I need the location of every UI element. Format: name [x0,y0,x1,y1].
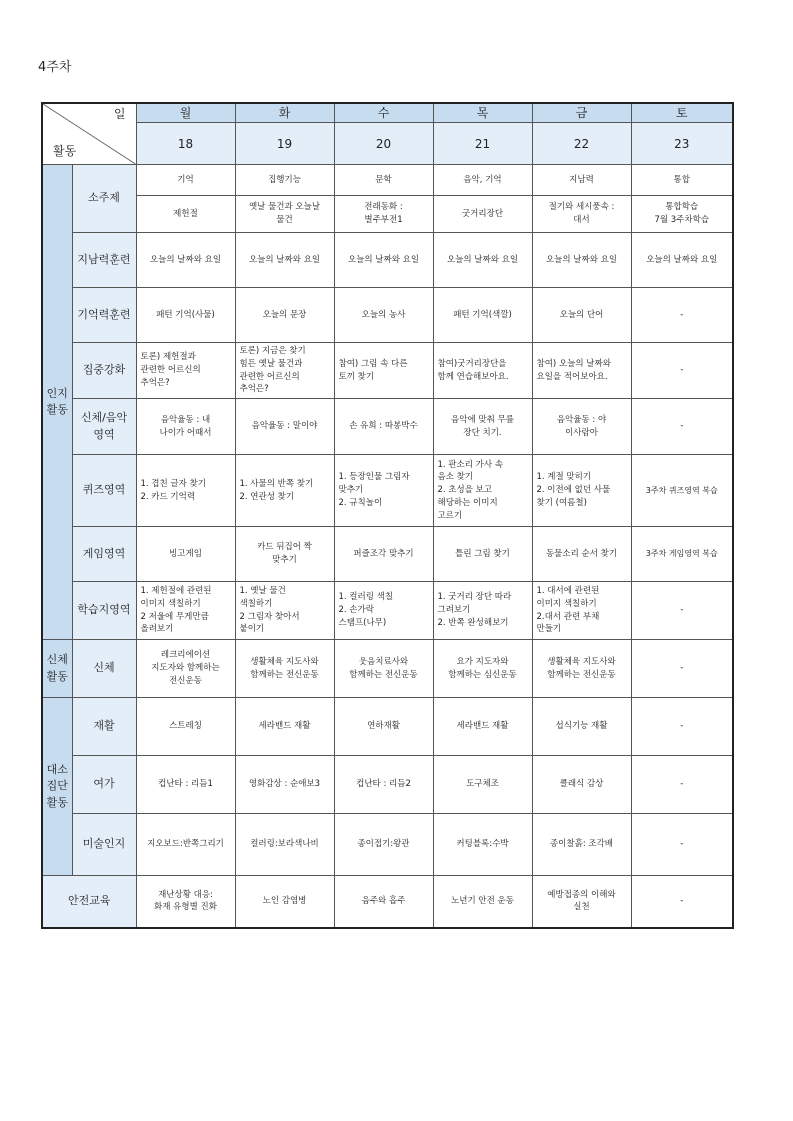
memory-mon: 패턴 기억(사물) [136,288,235,343]
subtopic-row-2 [42,196,733,233]
subtopic-line1-sat: 통합 [631,165,733,196]
memory-thu: 패턴 기억(색깔) [433,288,532,343]
art-thu: 커팅블록:수박 [433,814,532,876]
leisure-tue: 영화감상 : 순애보3 [235,756,334,814]
day-wed: 수 [334,103,433,123]
quiz-tue: 1. 사물의 반쪽 찾기 2. 연관성 찾기 [235,455,334,527]
corner-day-label: 일 [113,107,126,121]
orientation-sat: 오늘의 날짜와 요일 [631,233,733,288]
worksheet-sat: - [631,582,733,640]
row-label-worksheet: 학습지영역 [72,582,136,640]
date-wed: 20 [334,123,433,165]
leisure-mon: 컵난타 : 리듬1 [136,756,235,814]
day-fri: 금 [532,103,631,123]
row-label-physical: 신체 [72,640,136,698]
worksheet-wed: 1. 컬러링 색칠 2. 손가락 스탬프(나무) [334,582,433,640]
focus-wed: 참여) 그림 속 다른 토끼 찾기 [334,343,433,399]
physical-mon: 레크리에이션 지도자와 함께하는 전신운동 [136,640,235,698]
date-header-row [42,123,733,165]
orientation-mon: 오늘의 날짜와 요일 [136,233,235,288]
quiz-mon: 1. 겹친 글자 찾기 2. 카드 기억력 [136,455,235,527]
rehab-mon: 스트레칭 [136,698,235,756]
subtopic-line2-mon: 제헌절 [136,196,235,233]
row-label-orientation: 지남력훈련 [72,233,136,288]
safety-sat: - [631,876,733,928]
game-tue: 카드 뒤집어 짝 맞추기 [235,527,334,582]
quiz-fri: 1. 계절 맞히기 2. 이전에 없던 사물 찾기 (여름철) [532,455,631,527]
safety-fri: 예방접종의 이해와 실천 [532,876,631,928]
rehab-sat: - [631,698,733,756]
body-music-tue: 음악율동 : 말이야 [235,399,334,455]
physical-tue: 생활체육 지도사와 함께하는 전신운동 [235,640,334,698]
leisure-sat: - [631,756,733,814]
corner-activity-label: 활동 [53,144,77,158]
subtopic-line1-tue: 집행기능 [235,165,334,196]
row-label-game: 게임영역 [72,527,136,582]
body-music-row [42,399,733,455]
group-cognitive: 인지 활동 [42,165,72,640]
row-label-leisure: 여가 [72,756,136,814]
row-label-art: 미술인지 [72,814,136,876]
game-thu: 틀린 그림 찾기 [433,527,532,582]
quiz-thu: 1. 판소리 가사 속 음소 찾기 2. 초성을 보고 해당하는 이미지 고르기 [433,455,532,527]
date-thu: 21 [433,123,532,165]
focus-fri: 참여) 오늘의 날짜와 요일을 적어보아요. [532,343,631,399]
day-header-row [42,103,733,123]
week-label: 4주차 [38,60,72,75]
row-label-focus: 집중강화 [72,343,136,399]
worksheet-fri: 1. 대서에 관련된 이미지 색칠하기 2.대서 관련 부채 만들기 [532,582,631,640]
row-label-safety: 안전교육 [42,876,136,928]
rehab-wed: 연하재활 [334,698,433,756]
art-wed: 종이접기:왕관 [334,814,433,876]
subtopic-line2-thu: 굿거리장단 [433,196,532,233]
physical-row [42,640,733,698]
safety-row [42,876,733,928]
art-tue: 컬러링:보라색나비 [235,814,334,876]
game-wed: 퍼즐조각 맞추기 [334,527,433,582]
leisure-fri: 클래식 감상 [532,756,631,814]
group-large-group: 대소 집단 활동 [42,698,72,876]
art-mon: 지오보드:반쪽그리기 [136,814,235,876]
quiz-row [42,455,733,527]
date-tue: 19 [235,123,334,165]
safety-mon: 재난상황 대응: 화재 유형별 진화 [136,876,235,928]
orientation-tue: 오늘의 날짜와 요일 [235,233,334,288]
physical-fri: 생활체육 지도사와 함께하는 전신운동 [532,640,631,698]
worksheet-row [42,582,733,640]
body-music-thu: 음악에 맞춰 무릎 장단 치기. [433,399,532,455]
subtopic-line1-wed: 문학 [334,165,433,196]
subtopic-line1-thu: 음악, 기억 [433,165,532,196]
safety-wed: 음주와 흡주 [334,876,433,928]
worksheet-tue: 1. 옛날 물건 색칠하기 2 그림자 찾아서 붙이기 [235,582,334,640]
physical-wed: 웃음치료사와 함께하는 전신운동 [334,640,433,698]
day-sat: 토 [631,103,733,123]
day-tue: 화 [235,103,334,123]
weekly-schedule-table [41,102,734,929]
date-fri: 22 [532,123,631,165]
game-mon: 빙고게임 [136,527,235,582]
orientation-fri: 오늘의 날짜와 요일 [532,233,631,288]
art-fri: 종이찰흙: 조각배 [532,814,631,876]
row-label-rehab: 재활 [72,698,136,756]
day-thu: 목 [433,103,532,123]
date-sat: 23 [631,123,733,165]
subtopic-line2-fri: 절기와 세시풍속 : 대서 [532,196,631,233]
game-row [42,527,733,582]
orientation-thu: 오늘의 날짜와 요일 [433,233,532,288]
game-sat: 3주차 게임영역 복습 [631,527,733,582]
group-physical: 신체 활동 [42,640,72,698]
leisure-thu: 도구체조 [433,756,532,814]
leisure-row [42,756,733,814]
physical-sat: - [631,640,733,698]
subtopic-line2-wed: 전래동화 : 별주부전1 [334,196,433,233]
rehab-fri: 섭식기능 재활 [532,698,631,756]
physical-thu: 요가 지도자와 함께하는 심신운동 [433,640,532,698]
quiz-wed: 1. 등장인물 그림자 맞추기 2. 규칙놀이 [334,455,433,527]
body-music-sat: - [631,399,733,455]
body-music-fri: 음악율동 : 야 이사람아 [532,399,631,455]
memory-fri: 오늘의 단어 [532,288,631,343]
game-fri: 동물소리 순서 찾기 [532,527,631,582]
safety-thu: 노년기 안전 운동 [433,876,532,928]
memory-tue: 오늘의 문장 [235,288,334,343]
art-row [42,814,733,876]
subtopic-line1-fri: 지남력 [532,165,631,196]
focus-mon: 토론) 제헌절과 관련한 어르신의 추억은? [136,343,235,399]
art-sat: - [631,814,733,876]
memory-wed: 오늘의 농사 [334,288,433,343]
row-label-subtopic: 소주제 [72,165,136,233]
focus-thu: 참여)굿거리장단을 함께 연습해보아요. [433,343,532,399]
focus-sat: - [631,343,733,399]
subtopic-line1-mon: 기억 [136,165,235,196]
rehab-thu: 세라밴드 재활 [433,698,532,756]
rehab-row [42,698,733,756]
row-label-memory: 기억력훈련 [72,288,136,343]
row-label-quiz: 퀴즈영역 [72,455,136,527]
body-music-wed: 손 유희 : 따봉박수 [334,399,433,455]
leisure-wed: 컵난타 : 리듬2 [334,756,433,814]
focus-row [42,343,733,399]
memory-sat: - [631,288,733,343]
worksheet-mon: 1. 제헌절에 관련된 이미지 색칠하기 2 저울에 무게만큼 올려보기 [136,582,235,640]
orientation-row [42,233,733,288]
row-label-body-music: 신체/음악 영역 [72,399,136,455]
safety-tue: 노인 감염병 [235,876,334,928]
date-mon: 18 [136,123,235,165]
orientation-wed: 오늘의 날짜와 요일 [334,233,433,288]
rehab-tue: 세라밴드 재활 [235,698,334,756]
day-mon: 월 [136,103,235,123]
subtopic-line2-tue: 옛날 물건과 오늘날 물건 [235,196,334,233]
corner-header [42,103,136,165]
focus-tue: 토론) 지금은 찾기 힘든 옛날 물건과 관련한 어르신의 추억은? [235,343,334,399]
quiz-sat: 3주차 퀴즈영역 복습 [631,455,733,527]
body-music-mon: 음악율동 : 내 나이가 어때서 [136,399,235,455]
subtopic-line2-sat: 통합학습 7월 3주차학습 [631,196,733,233]
memory-row [42,288,733,343]
worksheet-thu: 1. 굿거리 장단 따라 그려보기 2. 반쪽 완성해보기 [433,582,532,640]
subtopic-row-1 [42,165,733,196]
